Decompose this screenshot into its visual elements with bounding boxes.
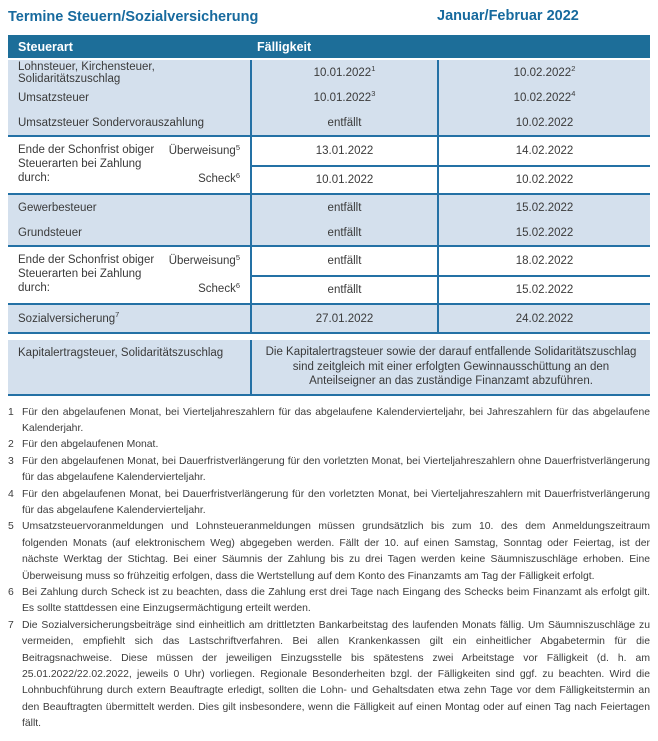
footnote-item [8,618,650,733]
due-date-feb: 14.02.2022 [437,137,650,165]
table-header-row [8,35,650,58]
footnote-number: 1 [8,406,14,418]
due-date-feb: 15.02.2022 [437,220,650,245]
table-row [8,195,650,220]
section-label: Ende der Schonfrist obiger Steuerarten bei Zahlung durch: [18,144,155,184]
tax-type-label: Kapitalertragsteuer, Solidaritätszuschlag [18,347,224,359]
footnote-text: Für den abgelaufenen Monat, bei Dauerfristverlängerung für den vorletzten Monat, bei Vierteljahreszahlern ohne Dauerfristverlängerung für das abgelaufene Kalendervierteljahr. [22,455,650,484]
footnote-item [8,437,650,453]
payment-method-label: Scheck $^6$ [198,170,240,185]
footnote-number: 3 [8,455,14,467]
footnote-number: 5 [8,521,14,533]
table-row [8,60,650,85]
due-date-jan: 27.01.2022 [250,305,437,332]
period-label: Januar/Februar 2022 [437,8,579,24]
footnote-text: Für den abgelaufenen Monat, bei Dauerfristverlängerung für den vorletzten Monat, bei Vierteljahreszahlern mit Dauerfristverlängerung für das abgelaufene Kalendervierteljahr. [22,488,650,516]
footnote-number: 4 [8,488,14,500]
tax-type-label: Lohnsteuer, Kirchensteuer, Solidaritätszuschlag [18,60,155,85]
table-section-kapitalertragsteuer [8,340,650,394]
tax-deadline-table [8,35,650,396]
payment-method-label: Scheck $^6$ [198,280,240,295]
table-section-sozialversicherung [8,305,650,332]
footnote-text: Bei Zahlung durch Scheck ist zu beachten, dass die Zahlung erst drei Tage nach Eingang des Schecks beim Finanzamt als erfolgt gilt. Es sollte stattdessen eine Einzugsermächtigung erteilt werden. [22,586,650,615]
footnote-item [8,487,650,520]
due-date-jan: entfällt [250,247,437,275]
footnote-item [8,519,650,585]
table-section-taxes-1 [8,60,650,135]
table-section-schonfrist-1 [8,137,650,193]
footnote-item [8,454,650,487]
due-date-feb: 10.02.2022 [437,165,650,193]
tax-type-label: Umsatzsteuer Sondervorauszahlung [18,116,205,129]
schonfrist-label-cell [8,247,250,303]
section-label: Ende der Schonfrist obiger Steuerarten bei Zahlung durch: [18,254,155,294]
table-section-schonfrist-2 [8,247,650,303]
title-bar [8,8,650,28]
due-date-jan: 10.01.2022 [250,165,437,193]
due-date-feb: 10.02.2022 $^2$ [437,60,650,85]
due-date-jan: 10.01.2022 $^1$ [250,60,437,85]
due-date-feb: 15.02.2022 [437,195,650,220]
due-date-feb: 10.02.2022 $^4$ [437,85,650,110]
table-row [8,305,650,332]
due-date-jan: entfällt [250,110,437,135]
payment-method-label: Überweisung $^5$ [168,252,240,267]
footnote-item [8,405,650,438]
section-divider [8,394,650,396]
footnote-item [8,585,650,618]
footnote-number: 7 [8,619,14,631]
due-date-jan: 10.01.2022 $^3$ [250,85,437,110]
payment-method-label: Überweisung $^5$ [168,142,240,157]
due-date-jan: entfällt [250,195,437,220]
footnote-text: Für den abgelaufenen Monat. [22,439,159,451]
footnote-text: Für den abgelaufenen Monat, bei Vierteljahreszahlern für das abgelaufene Kalendervierteljahr, bei Jahreszahlern für das abgelaufene Kalenderjahr. [22,406,650,434]
due-date-feb: 18.02.2022 [437,247,650,275]
due-date-feb: 24.02.2022 [437,305,650,332]
footnote-number: 2 [8,439,14,451]
tax-type-label: Gewerbesteuer [18,201,97,214]
column-header-steuerart: Steuerart [18,39,73,54]
tax-type-label: Sozialversicherung $^7$ [18,310,120,325]
note-text: Die Kapitalertragsteuer sowie der darauf entfallende Solidaritätszuschlag sind zeitgleich mit einer erfolgten Gewinnausschüttung an den Anteilseigner an das zuständige Finanzamt abzuführen. [250,340,650,394]
footnote-text: Umsatzsteuervoranmeldungen und Lohnsteueranmeldungen müssen grundsätzlich bis zum 10. des dem Anmeldungszeitraum folgenden Monats (auf elektronischem Weg) abgegeben werden. Fällt der 10. auf einen Samstag, Sonntag oder Feiertag, ist der nächste Werktag der Stichtag. Bei einer Säumnis der Zahlung bis zu drei Tagen werden keine Säumniszuschläge erhoben. Eine Überweisung muss so frühzeitig erfolgen, dass die Wertstellung auf dem Konto des Finanzamts am Tag der Fälligkeit erfolgt. [22,521,650,582]
table-row [8,220,650,245]
due-date-feb: 10.02.2022 [437,110,650,135]
tax-type-label: Umsatzsteuer [18,91,89,104]
due-date-jan: 13.01.2022 [250,137,437,165]
schonfrist-label-cell [8,137,250,193]
due-date-feb: 15.02.2022 [437,275,650,303]
footnote-text: Die Sozialversicherungsbeiträge sind einheitlich am drittletzten Bankarbeitstag des laufenden Monats fällig. Um Säumniszuschläge zu vermeiden, empfiehlt sich das Lastschriftverfahren. Bei allen Krankenkassen gilt ein einheitlicher Abgabetermin für die Beitragsnachweise. Diese müssen der jeweiligen Einzugsstelle bis spätestens zwei Arbeitstage vor Fälligkeit (d. h. am 25.01.2022/22.02.2022, jeweils 0 Uhr) vorliegen. Regionale Besonderheiten bzgl. der Fälligkeiten sind ggf. zu beachten. Wird die Lohnbuchführung durch extern Beauftragte erledigt, sollten die Lohn- und Gehaltsdaten etwa zehn Tage vor dem Fälligkeitstermin an den Beauftragten übermittelt werden. Dies gilt insbesondere, wenn die Fälligkeit auf einen Montag oder auf einen Tag nach Feiertagen fällt. [22,619,650,730]
table-row [8,110,650,135]
due-date-jan: entfällt [250,275,437,303]
due-date-jan: entfällt [250,220,437,245]
tax-type-label: Grundsteuer [18,226,82,239]
table-section-taxes-2 [8,195,650,245]
table-row [8,85,650,110]
page-title: Termine Steuern/Sozialversicherung [8,9,259,25]
column-header-faelligkeit: Fälligkeit [257,39,312,54]
footnotes [8,405,650,733]
footnote-number: 6 [8,586,14,598]
